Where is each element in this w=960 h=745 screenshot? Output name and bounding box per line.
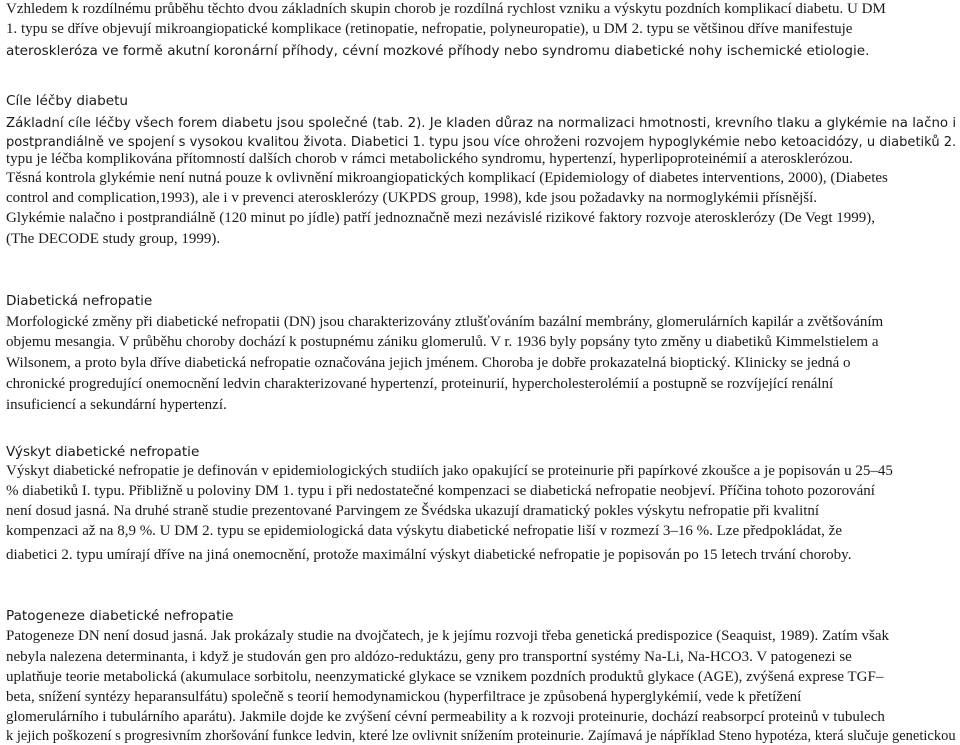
paragraph-line: glomerulárního i tubulárního aparátu). Jakmile dojde ke zvýšení cévní permeability a k rozvoji proteinurie, dochází reabsorpcí proteinů v tubulech [6, 709, 885, 725]
section-heading: Výskyt diabetické nefropatie [6, 444, 200, 460]
paragraph-line: postprandiálně ve spojení s vysokou kvalitou života. Diabetici 1. typu jsou více ohroženi rozvojem hypoglykémie nebo ketoacidózy, u diabetiků 2. [6, 134, 957, 150]
paragraph-line: chronické progredující onemocnění ledvin charakterizované hypertenzí, proteinurií, hypercholesterolémií a postupně se rozvíjející renální [6, 376, 834, 392]
section-heading: Diabetická nefropatie [6, 293, 153, 309]
paragraph-line: Morfologické změny při diabetické nefropatii (DN) jsou charakterizovány ztlušťováním bazální membrány, glomerulárních kapilár a zvětšováním [6, 314, 884, 330]
paragraph-line: % diabetiků I. typu. Přibližně u poloviny DM 1. typu i při nedostatečné kompenzaci se diabetická nefropatie neobjeví. Příčina tohoto pozorování [6, 483, 875, 499]
paragraph-line: Těsná kontrola glykémie není nutná pouze k ovlivnění mikroangiopatických komplikací (Epidemiology of diabetes interventions, 2000), (Diabetes [6, 170, 888, 186]
paragraph-line: beta, snížení syntézy heparansulfátu) společně s teorií hemodynamickou (hyperfiltrace je způsobená hyperglykémií, vede k přetížení [6, 689, 802, 705]
paragraph-line: nebyla nalezena determinanta, i když je studován gen pro aldózo-reduktázu, geny pro transportní systémy Na-Li, Na-HCO3. V patogenezi se [6, 649, 852, 665]
paragraph-line: insuficiencí a sekundární hypertenzí. [6, 397, 227, 413]
paragraph-line: Patogeneze DN není dosud jasná. Jak prokázaly studie na dvojčatech, je k jejímu rozvoji třeba genetická predispozice (Seaquist, 1989). Zatím však [6, 628, 890, 644]
intro-line: 1. typu se dříve objevují mikroangiopatické komplikace (retinopatie, nefropatie, polyneuropatie), u DM 2. typu se většinou dříve manifestuje [6, 21, 853, 37]
paragraph-line: (The DECODE study group, 1999). [6, 231, 221, 247]
paragraph-line: není dosud jasná. Na druhé straně studie prezentované Parvingem ze Švédska ukazují dramatický pokles výskytu nefropatie při kvalitní [6, 503, 820, 519]
section-heading: Cíle léčby diabetu [6, 93, 129, 109]
paragraph-line: uplatňuje teorie metabolická (akumulace sorbitolu, neenzymatické glykace se vznikem pozdních produktů glykace (AGE), zvýšená exprese TGF– [6, 669, 884, 685]
paragraph-line: Výskyt diabetické nefropatie je definován v epidemiologických studiích jako opakující se proteinurie při papírkové zkoušce a je popisován u 25–45 [6, 463, 893, 479]
paragraph-line: k jejich poškození s progresivním zhoršování funkce ledvin, které lze ovlivnit snížením proteinurie. Zajímavá je nápříklad Steno hypotéza, která slučuje genetickou [6, 728, 956, 744]
paragraph-line: kompenzaci až na 8,9 %. U DM 2. typu se epidemiologická data výskytu diabetické nefropatie liší v rozmezí 3–16 %. Lze předpokládat, že [6, 523, 842, 539]
intro-line: ateroskleróza ve formě akutní koronární příhody, cévní mozkové příhody nebo syndromu diabetické nohy ischemické etiologie. [6, 43, 870, 59]
paragraph-line: diabetici 2. typu umírají dříve na jiná onemocnění, protože maximální výskyt diabetické nefropatie je popisován po 15 letech trvání choroby. [6, 547, 852, 563]
paragraph-line: Základní cíle léčby všech forem diabetu jsou společné (tab. 2). Je kladen důraz na normalizaci hmotnosti, krevního tlaku a glykémie na lačno i [6, 115, 957, 131]
paragraph-line: Glykémie nalačno i postprandiálně (120 minut po jídle) patří jednoznačně mezi nezávislé rizikové faktory rozvoje aterosklerózy (De Vegt 1999), [6, 210, 876, 226]
intro-line: Vzhledem k rozdílnému průběhu těchto dvou základních skupin chorob je rozdílná rychlost vzniku a výskytu pozdních komplikací diabetu. U DM [6, 1, 886, 17]
paragraph-line: typu je léčba komplikována přítomností dalších chorob v rámci metabolického syndromu, hypertenzí, hyperlipoproteinémií a aterosklerózou. [6, 151, 853, 167]
paragraph-line: control and complication,1993), ale i v prevenci aterosklerózy (UKPDS group, 1998), kde jsou požadavky na normoglykémii přísnější. [6, 190, 818, 206]
paragraph-line: objemu mesangia. V průběhu choroby dochází k postupnému zániku glomerulů. V r. 1936 byly popsány tyto změny u diabetiků Kimmelstielem a [6, 334, 879, 350]
paragraph-line: Wilsonem, a proto byla dříve diabetická nefropatie označována jejich jménem. Choroba je dobře prokazatelná bioptický. Klinicky se jedná o [6, 355, 851, 371]
section-heading: Patogeneze diabetické nefropatie [6, 608, 234, 624]
